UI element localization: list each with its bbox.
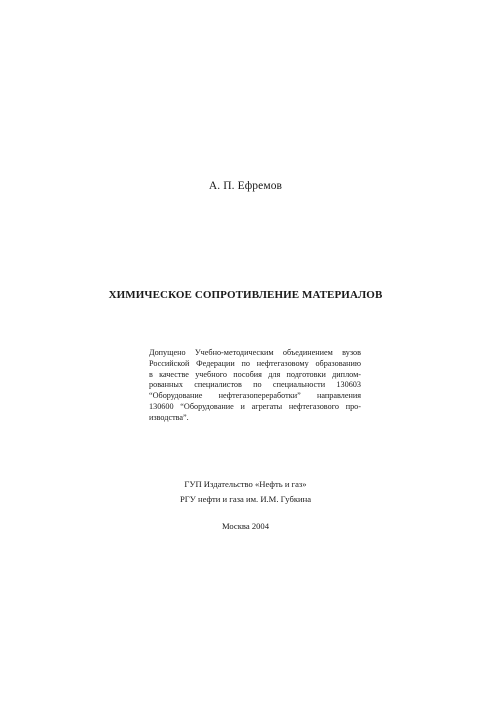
approval-line: Допущено Учебно-методическим объединением вузов <box>149 348 361 357</box>
approval-line: в качестве учебного пособия для подготовки диплом- <box>149 369 361 379</box>
city-year: Москва 2004 <box>221 521 270 531</box>
approval-line: рованных специалистов по специальности 130603 <box>149 380 361 390</box>
approval-line: Российской Федерации по нефтегазовому образованию <box>149 358 361 368</box>
publisher-university: РГУ нефти и газа им. И.М. Губкина <box>179 494 312 504</box>
publisher-name: ГУП Издательство «Нефть и газ» <box>184 479 307 489</box>
author-name: А. П. Ефремов <box>208 180 283 192</box>
approval-statement <box>149 348 361 424</box>
book-title: ХИМИЧЕСКОЕ СОПРОТИВЛЕНИЕ МАТЕРИАЛОВ <box>108 289 383 301</box>
approval-line: “Оборудование нефтегазопереработки” направления <box>149 391 361 401</box>
approval-line: 130600 “Оборудование и агрегаты нефтегазового про- <box>149 401 361 411</box>
publisher-block <box>0 477 491 507</box>
approval-line: изводства”. <box>149 412 189 422</box>
